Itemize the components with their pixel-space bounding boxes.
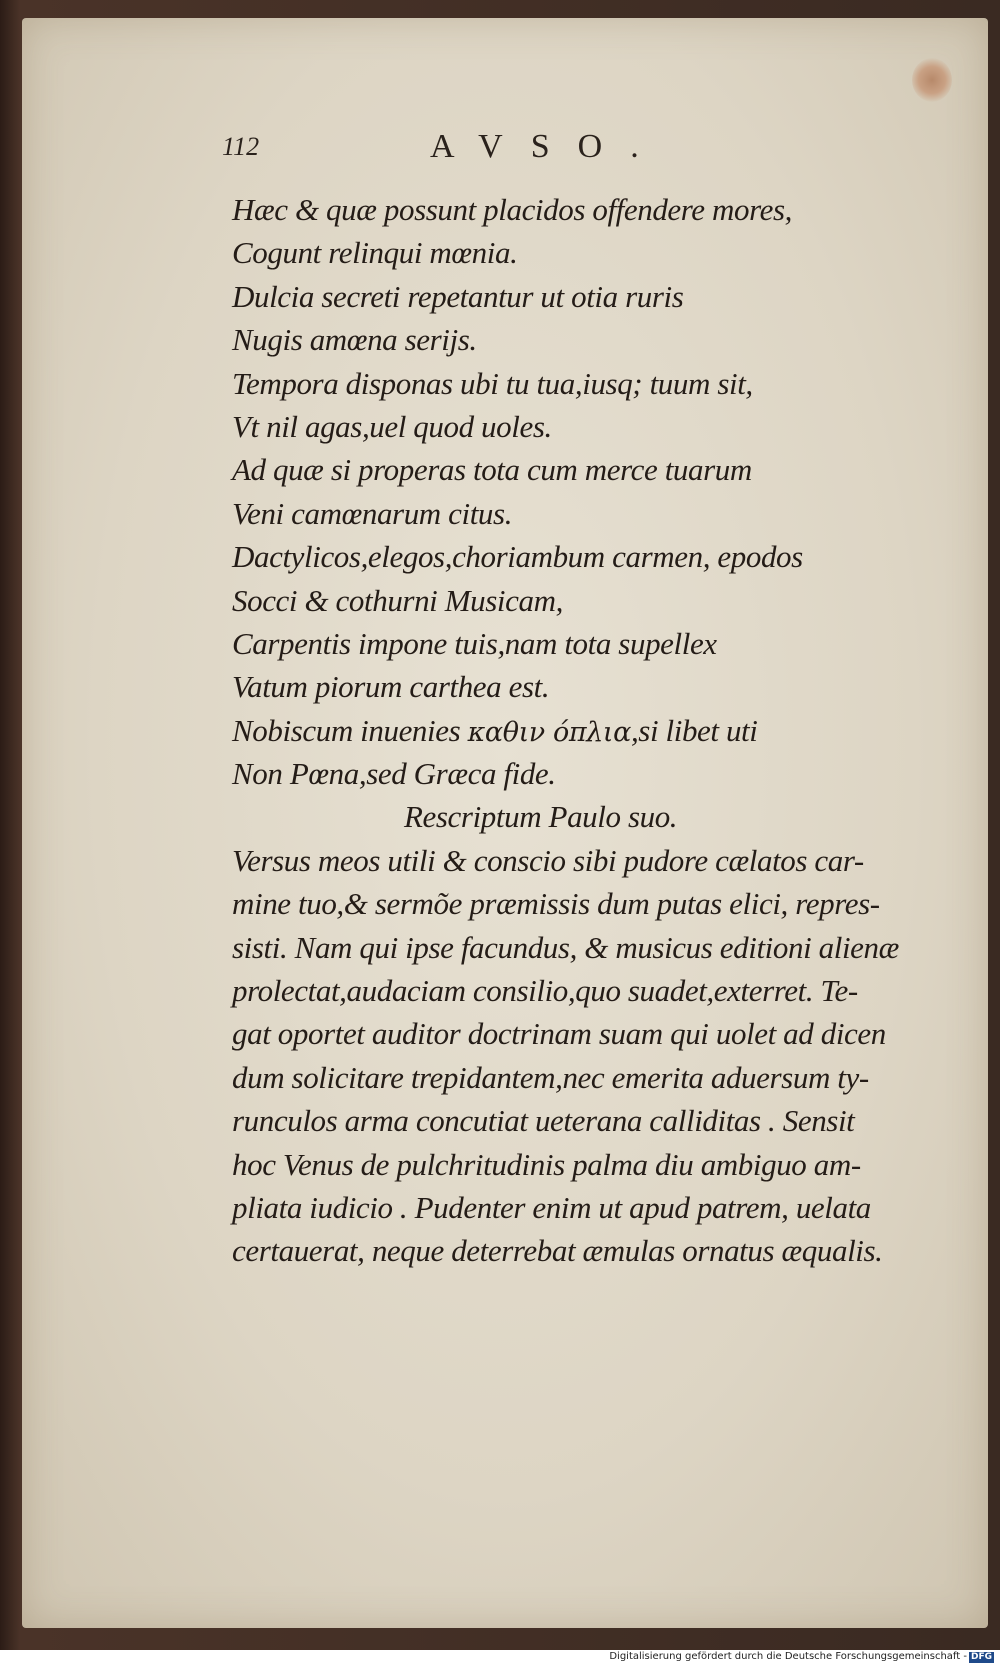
verse-line-greek	[232, 709, 922, 752]
verse-line: Hæc & quæ possunt placidos offendere mores,	[232, 192, 792, 227]
footer-bar	[0, 1650, 1000, 1664]
verse-line: Veni camœnarum citus.	[232, 495, 513, 531]
prose-line: hoc Venus de pulchritudinis palma diu ambiguo am-	[232, 1146, 861, 1182]
footer-credit	[609, 1650, 994, 1664]
verse-line: Nugis amœna serijs.	[232, 322, 477, 358]
prose-block	[232, 839, 922, 1273]
prose-line: prolectat,audaciam consilio,quo suadet,exterret. Te-	[232, 973, 858, 1009]
prose-line: certauerat, neque deterrebat æmulas ornatus æqualis.	[232, 1233, 883, 1269]
verse-line: Tempora disponas ubi tu tua,iusq; tuum sit,	[232, 365, 753, 401]
verse-line: Dulcia secreti repetantur ut otia ruris	[232, 278, 684, 314]
page-header	[222, 128, 690, 168]
verse-block	[232, 188, 922, 709]
page-number: 112	[222, 132, 260, 161]
text-block	[232, 188, 922, 1273]
prose-line: pliata iudicio . Pudenter enim ut apud patrem, uelata	[232, 1189, 871, 1225]
verse-line-last: Non Pœna,sed Græca fide.	[232, 756, 556, 792]
verse-line: Ad quæ si properas tota cum merce tuarum	[232, 452, 752, 488]
verse-line: Socci & cothurni Musicam,	[232, 582, 563, 618]
greek-line-before: Nobiscum inuenies	[232, 712, 461, 748]
section-heading: Rescriptum Paulo suo.	[404, 799, 678, 835]
greek-word: καθιν όπλια	[467, 716, 631, 748]
prose-line: gat oportet auditor doctrinam suam qui uolet ad dicen	[232, 1016, 886, 1052]
paper-stain	[912, 58, 952, 102]
prose-line: dum solicitare trepidantem,nec emerita aduersum ty-	[232, 1059, 869, 1095]
greek-line-after: ,si libet uti	[630, 712, 758, 748]
running-head: AVSO.	[430, 128, 667, 165]
prose-line: Versus meos utili & conscio sibi pudore cælatos car-	[232, 842, 864, 878]
dfg-logo: DFG	[970, 1652, 992, 1662]
verse-line: Dactylicos,elegos,choriambum carmen, epodos	[232, 539, 803, 575]
prose-line: mine tuo,& sermõe præmissis dum putas elici, repres-	[232, 886, 880, 922]
prose-line: runculos arma concutiat ueterana calliditas . Sensit	[232, 1103, 855, 1139]
verse-line: Carpentis impone tuis,nam tota supellex	[232, 625, 717, 661]
prose-line: sisti. Nam qui ipse facundus, & musicus editioni alienæ	[232, 929, 899, 965]
footer-credit-text: Digitalisierung gefördert durch die Deutsche Forschungsgemeinschaft -	[609, 1651, 967, 1662]
verse-line: Cogunt relinqui mœnia.	[232, 235, 518, 271]
verse-line: Vt nil agas,uel quod uoles.	[232, 408, 552, 444]
verse-line: Vatum piorum carthea est.	[232, 669, 550, 705]
